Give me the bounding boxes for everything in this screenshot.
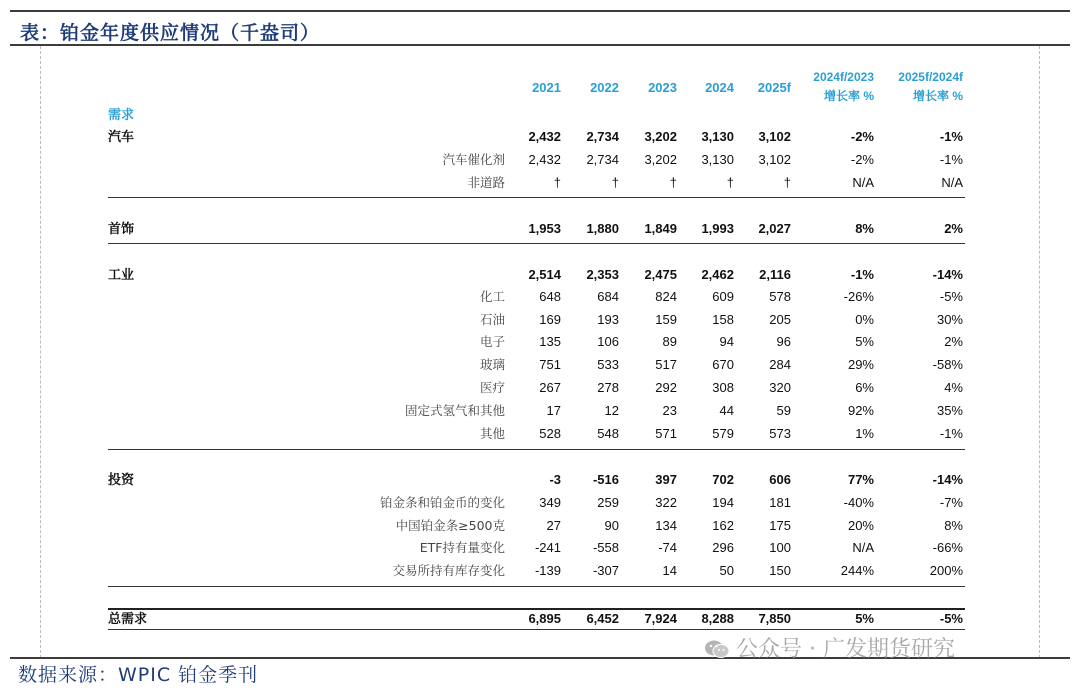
row-0-0-value-0: 2,432 bbox=[528, 152, 561, 167]
row-label: 固定式氢气和其他 bbox=[404, 403, 505, 418]
row-2-4-value-5: 6% bbox=[855, 380, 874, 395]
row-2-2-value-5: 5% bbox=[855, 334, 874, 349]
row-2-6-value-6: -1% bbox=[939, 426, 963, 441]
row-3-3-value-1: -307 bbox=[592, 563, 619, 578]
row-2-4-value-1: 278 bbox=[597, 380, 619, 395]
row-2-6-value-5: 1% bbox=[855, 426, 874, 441]
row-3-0-value-6: -7% bbox=[939, 495, 963, 510]
row-2-1-value-1: 193 bbox=[597, 312, 619, 327]
row-3-0-value-3: 194 bbox=[712, 495, 734, 510]
section-divider-1 bbox=[108, 243, 965, 244]
row-0-1-value-1: † bbox=[611, 175, 619, 190]
total-bottom-rule bbox=[108, 629, 965, 630]
row-label: 其他 bbox=[479, 426, 505, 441]
total-value-0: 6,895 bbox=[528, 611, 561, 626]
total-value-3: 8,288 bbox=[701, 611, 734, 626]
row-0-0-value-3: 3,130 bbox=[701, 152, 734, 167]
section-0-value-4: 3,102 bbox=[758, 129, 791, 144]
section-3-value-1: -516 bbox=[592, 472, 619, 487]
row-label: 非道路 bbox=[467, 175, 505, 190]
row-2-0-value-4: 578 bbox=[769, 289, 791, 304]
row-3-3-value-4: 150 bbox=[769, 563, 791, 578]
row-3-2-value-4: 100 bbox=[769, 540, 791, 555]
row-3-1-value-2: 134 bbox=[655, 518, 677, 533]
row-label: ETF持有量变化 bbox=[419, 540, 505, 555]
row-3-2-value-0: -241 bbox=[534, 540, 561, 555]
row-0-0-value-6: -1% bbox=[939, 152, 963, 167]
year-header-2021: 2021 bbox=[532, 80, 561, 95]
growth-header-0-line1: 2024f/2023 bbox=[813, 70, 874, 84]
section-2-value-4: 2,116 bbox=[759, 267, 791, 282]
row-2-2-value-6: 2% bbox=[944, 334, 963, 349]
row-3-3-value-5: 244% bbox=[840, 563, 874, 578]
section-1-value-0: 1,953 bbox=[528, 221, 561, 236]
row-2-4-value-4: 320 bbox=[769, 380, 791, 395]
demand-label: 需求 bbox=[108, 107, 135, 122]
section-1-value-6: 2% bbox=[944, 221, 963, 236]
row-2-6-value-0: 528 bbox=[539, 426, 561, 441]
section-label-0: 汽车 bbox=[108, 129, 135, 144]
row-2-3-value-3: 670 bbox=[712, 357, 734, 372]
row-3-0-value-4: 181 bbox=[769, 495, 791, 510]
row-2-3-value-4: 284 bbox=[769, 357, 791, 372]
section-2-value-0: 2,514 bbox=[528, 267, 561, 282]
row-3-3-value-0: -139 bbox=[534, 563, 561, 578]
row-3-0-value-2: 322 bbox=[655, 495, 677, 510]
row-2-4-value-6: 4% bbox=[944, 380, 963, 395]
section-3-value-0: -3 bbox=[549, 472, 561, 487]
row-3-2-value-5: N/A bbox=[852, 540, 874, 555]
row-2-0-value-2: 824 bbox=[655, 289, 677, 304]
section-1-value-1: 1,880 bbox=[586, 221, 619, 236]
row-2-4-value-2: 292 bbox=[655, 380, 677, 395]
total-label: 总需求 bbox=[108, 611, 148, 626]
section-2-value-2: 2,475 bbox=[644, 267, 677, 282]
section-0-value-3: 3,130 bbox=[701, 129, 734, 144]
row-3-1-value-6: 8% bbox=[944, 518, 963, 533]
year-header-2023: 2023 bbox=[648, 80, 677, 95]
row-label: 医疗 bbox=[479, 380, 505, 395]
section-divider-3 bbox=[108, 586, 965, 587]
row-3-1-value-0: 27 bbox=[546, 518, 561, 533]
section-divider-2 bbox=[108, 449, 965, 450]
row-2-3-value-6: -58% bbox=[932, 357, 963, 372]
row-2-0-value-1: 684 bbox=[597, 289, 619, 304]
row-2-1-value-0: 169 bbox=[539, 312, 561, 327]
section-label-3: 投资 bbox=[108, 472, 135, 487]
row-0-0-value-1: 2,734 bbox=[586, 152, 619, 167]
row-label: 铂金条和铂金币的变化 bbox=[379, 495, 505, 510]
row-label: 化工 bbox=[479, 289, 505, 304]
section-0-value-2: 3,202 bbox=[644, 129, 677, 144]
section-3-value-5: 77% bbox=[847, 472, 874, 487]
row-2-3-value-1: 533 bbox=[597, 357, 619, 372]
row-0-0-value-4: 3,102 bbox=[758, 152, 791, 167]
row-3-1-value-1: 90 bbox=[604, 518, 619, 533]
section-0-value-5: -2% bbox=[850, 129, 874, 144]
row-0-1-value-4: † bbox=[783, 175, 791, 190]
row-label: 汽车催化剂 bbox=[442, 152, 505, 167]
row-label: 石油 bbox=[479, 312, 505, 327]
section-1-value-2: 1,849 bbox=[644, 221, 677, 236]
row-2-2-value-4: 96 bbox=[776, 334, 791, 349]
row-label: 交易所持有库存变化 bbox=[392, 563, 505, 578]
row-2-0-value-0: 648 bbox=[539, 289, 561, 304]
row-2-1-value-5: 0% bbox=[855, 312, 874, 327]
row-3-3-value-6: 200% bbox=[929, 563, 963, 578]
section-divider-0 bbox=[108, 197, 965, 198]
row-3-2-value-3: 296 bbox=[712, 540, 734, 555]
row-2-6-value-1: 548 bbox=[597, 426, 619, 441]
row-0-1-value-5: N/A bbox=[852, 175, 874, 190]
total-value-5: 5% bbox=[855, 611, 874, 626]
row-3-1-value-5: 20% bbox=[847, 518, 874, 533]
section-1-value-3: 1,993 bbox=[701, 221, 734, 236]
section-0-value-0: 2,432 bbox=[528, 129, 561, 144]
section-label-2: 工业 bbox=[108, 267, 135, 282]
row-3-3-value-3: 50 bbox=[719, 563, 734, 578]
row-3-3-value-2: 14 bbox=[662, 563, 677, 578]
section-1-value-4: 2,027 bbox=[758, 221, 791, 236]
row-0-0-value-2: 3,202 bbox=[644, 152, 677, 167]
row-2-4-value-0: 267 bbox=[539, 380, 561, 395]
row-3-2-value-2: -74 bbox=[658, 540, 677, 555]
total-value-6: -5% bbox=[939, 611, 963, 626]
row-3-2-value-6: -66% bbox=[932, 540, 963, 555]
row-2-5-value-0: 17 bbox=[546, 403, 561, 418]
row-2-5-value-2: 23 bbox=[662, 403, 677, 418]
section-3-value-6: -14% bbox=[932, 472, 963, 487]
row-3-0-value-1: 259 bbox=[597, 495, 619, 510]
row-2-3-value-2: 517 bbox=[655, 357, 677, 372]
total-value-2: 7,924 bbox=[644, 611, 677, 626]
row-2-3-value-5: 29% bbox=[847, 357, 874, 372]
row-2-5-value-4: 59 bbox=[776, 403, 791, 418]
section-2-value-1: 2,353 bbox=[586, 267, 619, 282]
row-2-1-value-4: 205 bbox=[769, 312, 791, 327]
total-value-4: 7,850 bbox=[758, 611, 791, 626]
row-0-1-value-6: N/A bbox=[941, 175, 963, 190]
section-0-value-1: 2,734 bbox=[586, 129, 619, 144]
row-2-6-value-4: 573 bbox=[769, 426, 791, 441]
section-2-value-5: -1% bbox=[850, 267, 874, 282]
row-2-2-value-0: 135 bbox=[539, 334, 561, 349]
source-footer: 数据来源：WPIC 铂金季刊 bbox=[18, 664, 259, 686]
year-header-2022: 2022 bbox=[590, 80, 619, 95]
section-2-value-6: -14% bbox=[932, 267, 963, 282]
row-2-0-value-3: 609 bbox=[712, 289, 734, 304]
section-3-value-4: 606 bbox=[769, 472, 791, 487]
row-2-1-value-6: 30% bbox=[936, 312, 963, 327]
row-0-1-value-2: † bbox=[669, 175, 677, 190]
row-label: 中国铂金条≥500克 bbox=[395, 518, 505, 533]
row-2-1-value-2: 159 bbox=[655, 312, 677, 327]
row-0-1-value-3: † bbox=[726, 175, 734, 190]
row-3-1-value-3: 162 bbox=[712, 518, 734, 533]
section-3-value-2: 397 bbox=[655, 472, 677, 487]
row-2-5-value-5: 92% bbox=[847, 403, 874, 418]
row-2-1-value-3: 158 bbox=[712, 312, 734, 327]
row-label: 电子 bbox=[479, 334, 505, 349]
row-3-1-value-4: 175 bbox=[769, 518, 791, 533]
growth-header-1-line1: 2025f/2024f bbox=[898, 70, 963, 84]
row-2-5-value-3: 44 bbox=[719, 403, 734, 418]
total-top-rule bbox=[108, 608, 965, 610]
section-label-1: 首饰 bbox=[108, 221, 135, 236]
row-0-0-value-5: -2% bbox=[850, 152, 874, 167]
row-2-2-value-3: 94 bbox=[719, 334, 734, 349]
row-2-0-value-5: -26% bbox=[843, 289, 874, 304]
row-2-4-value-3: 308 bbox=[712, 380, 734, 395]
section-3-value-3: 702 bbox=[712, 472, 734, 487]
section-1-value-5: 8% bbox=[855, 221, 874, 236]
row-0-1-value-0: † bbox=[553, 175, 561, 190]
growth-header-1-line2: 增长率 % bbox=[912, 89, 963, 103]
row-2-5-value-6: 35% bbox=[936, 403, 963, 418]
row-2-5-value-1: 12 bbox=[604, 403, 619, 418]
row-2-6-value-3: 579 bbox=[712, 426, 734, 441]
year-header-2024: 2024 bbox=[705, 80, 734, 95]
section-2-value-3: 2,462 bbox=[701, 267, 734, 282]
year-header-2025f: 2025f bbox=[757, 80, 791, 95]
row-2-2-value-1: 106 bbox=[597, 334, 619, 349]
watermark-text: 公众号 · 广发期货研究 bbox=[736, 637, 955, 662]
wechat-icon bbox=[704, 639, 730, 659]
row-3-0-value-0: 349 bbox=[539, 495, 561, 510]
table-title: 表：铂金年度供应情况（千盎司） bbox=[20, 22, 321, 44]
row-2-3-value-0: 751 bbox=[539, 357, 561, 372]
row-2-2-value-2: 89 bbox=[662, 334, 677, 349]
watermark bbox=[704, 632, 955, 663]
title-bar bbox=[10, 10, 1070, 46]
row-3-2-value-1: -558 bbox=[592, 540, 619, 555]
row-label: 玻璃 bbox=[479, 357, 505, 372]
total-value-1: 6,452 bbox=[586, 611, 619, 626]
row-3-0-value-5: -40% bbox=[843, 495, 874, 510]
row-2-6-value-2: 571 bbox=[655, 426, 677, 441]
row-2-0-value-6: -5% bbox=[939, 289, 963, 304]
section-0-value-6: -1% bbox=[939, 129, 963, 144]
growth-header-0-line2: 增长率 % bbox=[823, 89, 874, 103]
